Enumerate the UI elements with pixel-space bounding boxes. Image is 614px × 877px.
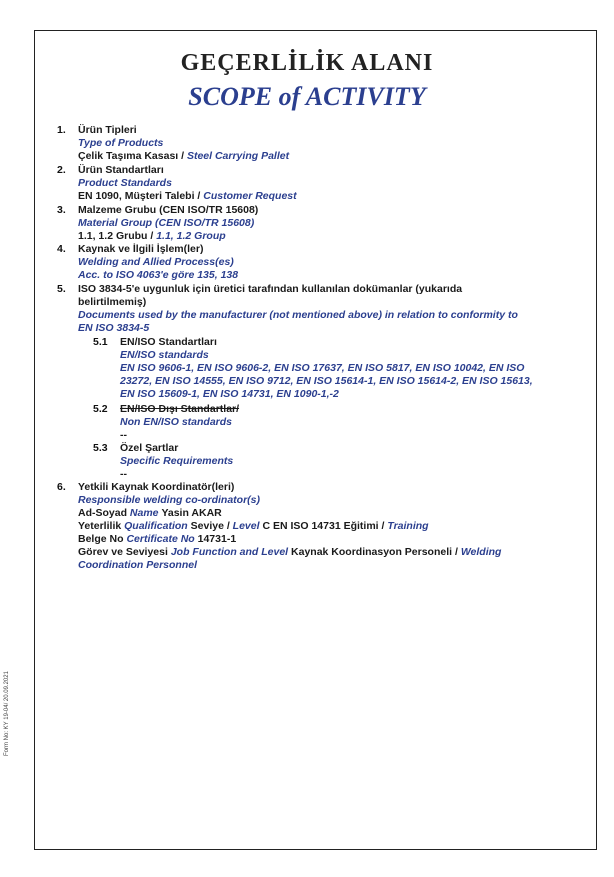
item6-en: Responsible welding co-ordinator(s) xyxy=(78,494,261,506)
title-tr: GEÇERLİLİK ALANI xyxy=(180,50,434,76)
item5-en: Documents used by the manufacturer (not mentioned above) in relation to conformity to xyxy=(78,309,518,321)
item1-tr: Ürün Tipleri xyxy=(78,124,137,136)
sub53-value: -- xyxy=(120,468,127,480)
num-1: 1. xyxy=(57,124,66,136)
item2-en: Product Standards xyxy=(78,177,172,189)
item3-value: 1.1, 1.2 Grubu / 1.1, 1.2 Group xyxy=(78,230,226,242)
item2-value: EN 1090, Müşteri Talebi / Customer Request xyxy=(78,190,297,202)
item4-value: Acc. to ISO 4063'e göre 135, 138 xyxy=(78,269,239,281)
item6-tr: Yetkili Kaynak Koordinatör(leri) xyxy=(78,481,235,493)
sub51-en: EN/ISO standards xyxy=(120,349,209,361)
item5-tr-2: belirtilmemiş) xyxy=(78,296,147,308)
item2-tr: Ürün Standartları xyxy=(78,164,164,176)
item1-en: Type of Products xyxy=(78,137,164,149)
coordinator-certificate: Belge No Certificate No 14731-1 xyxy=(78,533,237,545)
sub53-tr: Özel Şartlar xyxy=(120,442,179,454)
num-5-3: 5.3 xyxy=(93,442,108,454)
num-4: 4. xyxy=(57,243,66,255)
sub52-tr: EN/ISO Dışı Standartlar/ xyxy=(120,403,240,415)
coordinator-qualification: Yeterlilik Qualification Seviye / Level C EN ISO 14731 Eğitimi / Training xyxy=(78,520,429,532)
item5-tr: ISO 3834-5'e uygunluk için üretici tarafından kullanılan dokümanlar (yukarıda xyxy=(78,283,463,295)
sub53-en: Specific Requirements xyxy=(120,455,234,467)
sub51-line-3: EN ISO 15609-1, EN ISO 14731, EN 1090-1,-2 xyxy=(120,388,339,400)
form-number: Form No: KY 19-04/ 20.09.2021 xyxy=(4,671,10,756)
num-5: 5. xyxy=(57,283,66,295)
num-6: 6. xyxy=(57,481,66,493)
num-3: 3. xyxy=(57,204,66,216)
sub51-line-2: 23272, EN ISO 14555, EN ISO 9712, EN ISO 15614-1, EN ISO 15614-2, EN ISO 15613, xyxy=(120,375,533,387)
item1-value: Çelik Taşıma Kasası / Steel Carrying Pallet xyxy=(78,150,290,162)
sub51-tr: EN/ISO Standartları xyxy=(120,336,217,348)
sub51-line-1: EN ISO 9606-1, EN ISO 9606-2, EN ISO 17637, EN ISO 5817, EN ISO 10042, EN ISO xyxy=(120,362,525,374)
coordinator-function-2: Coordination Personnel xyxy=(78,559,198,571)
sub52-en: Non EN/ISO standards xyxy=(120,416,233,428)
num-5-1: 5.1 xyxy=(93,336,108,348)
item3-tr: Malzeme Grubu (CEN ISO/TR 15608) xyxy=(78,204,259,216)
sub52-value: -- xyxy=(120,429,127,441)
item4-en: Welding and Allied Process(es) xyxy=(78,256,234,268)
coordinator-function: Görev ve Seviyesi Job Function and Level Kaynak Koordinasyon Personeli / Welding xyxy=(78,546,502,558)
num-5-2: 5.2 xyxy=(93,403,108,415)
item5-en-2: EN ISO 3834-5 xyxy=(78,322,150,334)
num-2: 2. xyxy=(57,164,66,176)
item3-en: Material Group (CEN ISO/TR 15608) xyxy=(78,217,255,229)
coordinator-name: Ad-Soyad Name Yasin AKAR xyxy=(78,507,222,519)
title-en: SCOPE of ACTIVITY xyxy=(188,82,426,111)
item4-tr: Kaynak ve İlgili İşlem(ler) xyxy=(78,243,204,255)
